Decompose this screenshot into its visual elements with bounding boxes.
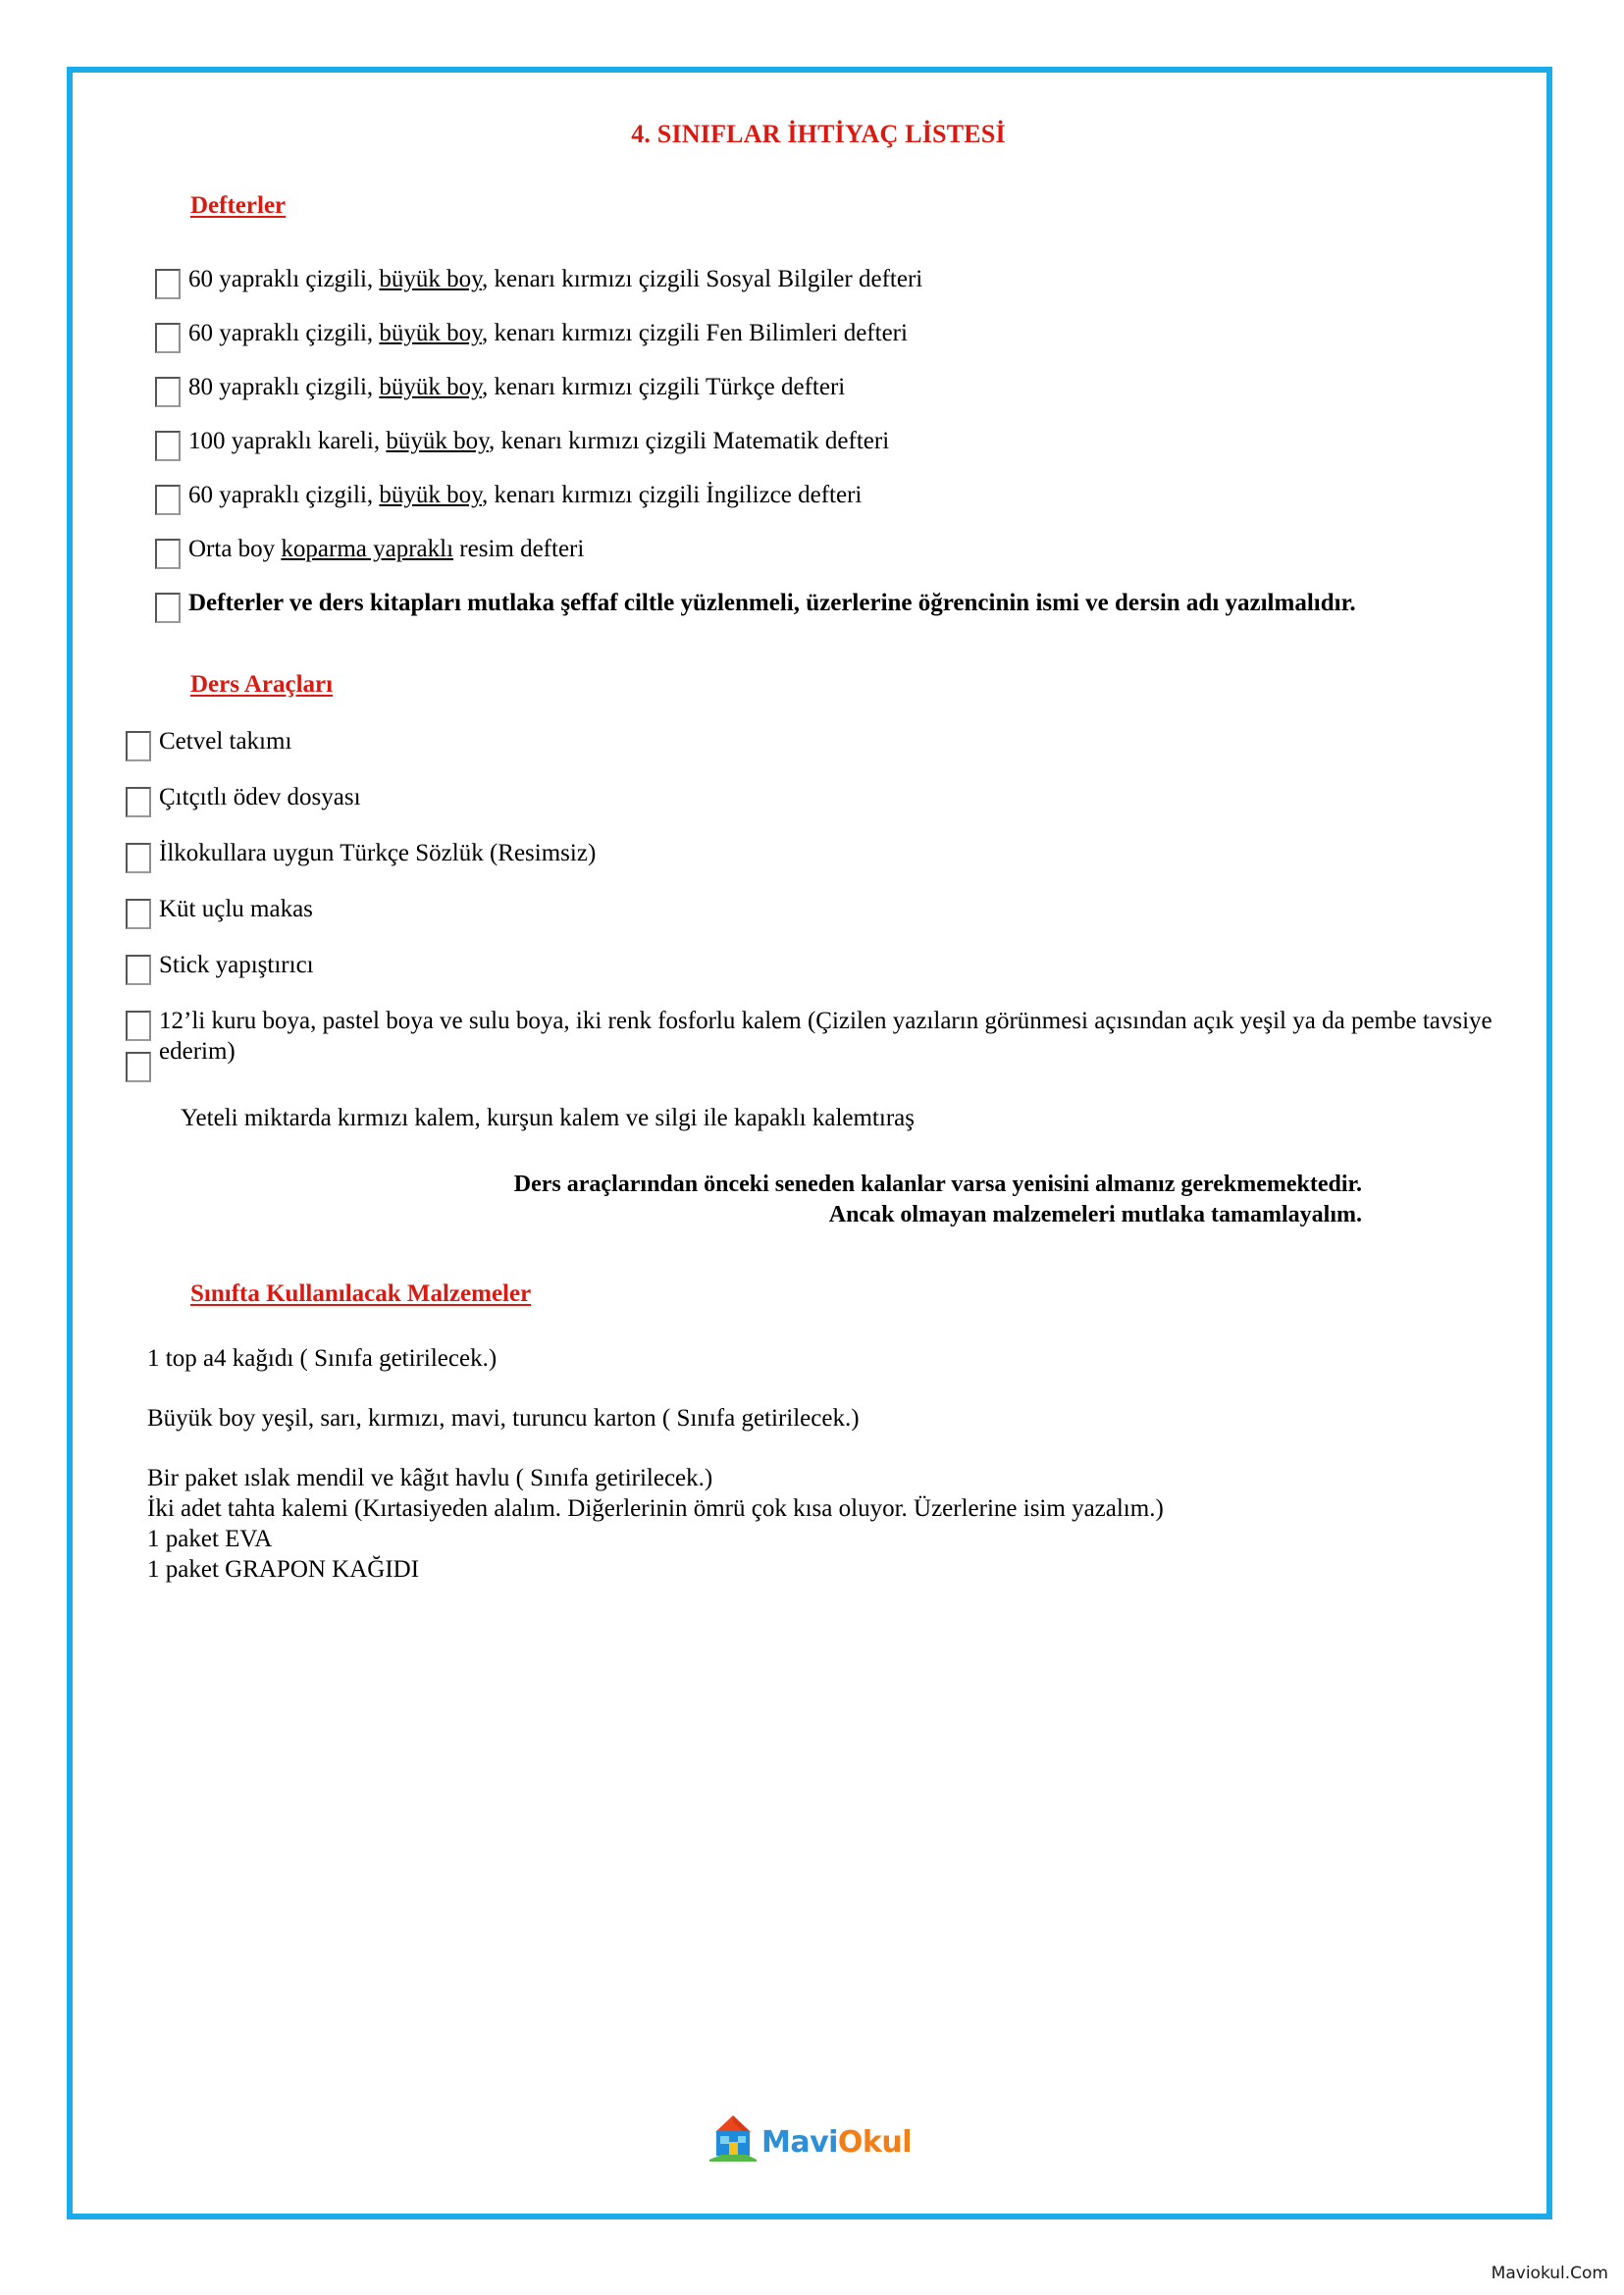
checkbox-icon[interactable] xyxy=(126,1011,151,1041)
course-tools-plain-item: Yeteli miktarda kırmızı kalem, kurşun kalem ve silgi ile kapaklı kalemtıraş xyxy=(181,1105,915,1131)
item-text-pre: 60 yapraklı çizgili, xyxy=(188,320,380,346)
classroom-materials-body xyxy=(126,1343,1493,1585)
checkbox-icon[interactable] xyxy=(126,899,151,929)
checkbox-icon[interactable] xyxy=(155,539,181,569)
footer-credit: Maviokul.Com xyxy=(1491,2264,1608,2283)
list-item-note[interactable] xyxy=(155,589,1493,623)
list-item-label: İlkokullara uygun Türkçe Sözlük (Resimsiz) xyxy=(159,840,597,866)
item-text-underline: büyük boy xyxy=(379,266,483,292)
list-item-label xyxy=(188,373,1493,403)
item-text-underline: koparma yapraklı xyxy=(281,536,454,562)
logo-word-mavi: Mavi xyxy=(760,2125,838,2160)
item-text-post: resim defteri xyxy=(453,536,585,562)
checkbox-icon[interactable] xyxy=(155,323,181,353)
checkbox-icon[interactable] xyxy=(126,955,151,985)
list-item-multiline[interactable] xyxy=(126,1007,1493,1082)
item-text-underline: büyük boy xyxy=(379,374,483,400)
checkbox-icon[interactable] xyxy=(126,1052,151,1082)
note-line-2: Ancak olmayan malzemeleri mutlaka tamamlayalım. xyxy=(828,1202,1362,1228)
list-item-label xyxy=(188,427,1493,457)
list-item-label: Cetvel takımı xyxy=(159,728,292,755)
section-heading-classroom-materials: Sınıfta Kullanılacak Malzemeler xyxy=(190,1279,532,1307)
house-icon xyxy=(707,2113,759,2163)
logo-wordmark xyxy=(760,2125,913,2163)
list-item[interactable] xyxy=(126,951,1493,985)
list-item[interactable] xyxy=(126,783,1493,817)
list-item[interactable] xyxy=(155,481,1493,515)
list-item[interactable] xyxy=(155,319,1493,353)
checkbox-icon[interactable] xyxy=(155,377,181,407)
item-text-post: , kenarı kırmızı çizgili Türkçe defteri xyxy=(482,374,846,400)
list-item-label xyxy=(188,265,1493,295)
course-tools-note xyxy=(126,1170,1493,1231)
document-content xyxy=(73,73,1546,2214)
brand-logo xyxy=(73,2113,1546,2163)
list-item[interactable] xyxy=(126,839,1493,873)
page-title: 4. SINIFLAR İHTİYAÇ LİSTESİ xyxy=(631,120,1006,148)
item-text-post: , kenarı kırmızı çizgili Fen Bilimleri defteri xyxy=(482,320,908,346)
course-tools-checklist xyxy=(126,727,1493,1082)
paragraph: Bir paket ıslak mendil ve kâğıt havlu ( Sınıfa getirilecek.) xyxy=(147,1464,713,1491)
paragraph: İki adet tahta kalemi (Kırtasiyeden alalım. Diğerlerinin ömrü çok kısa oluyor. Üzerlerine isim yazalım.) xyxy=(147,1494,1164,1522)
notebooks-bold-note: Defterler ve ders kitapları mutlaka şeffaf ciltle yüzlenmeli, üzerlerine öğrencinin ismi ve dersin adı yazılmalıdır. xyxy=(188,590,1356,616)
item-text-post: , kenarı kırmızı çizgili İngilizce defteri xyxy=(482,482,863,508)
paragraph: 1 top a4 kağıdı ( Sınıfa getirilecek.) xyxy=(147,1344,498,1372)
note-line-1: Ders araçlarından önceki seneden kalanlar varsa yenisini almanız gerekmemektedir. xyxy=(513,1171,1362,1197)
paragraph: 1 paket EVA xyxy=(147,1525,273,1552)
checkbox-icon[interactable] xyxy=(126,843,151,873)
checkbox-icon[interactable] xyxy=(155,485,181,515)
section-heading-course-tools: Ders Araçları xyxy=(190,671,334,698)
section-heading-notebooks: Defterler xyxy=(190,192,287,219)
page-border-frame xyxy=(67,67,1552,2219)
list-item-label xyxy=(188,481,1493,511)
list-item-label xyxy=(188,535,1493,565)
checkbox-icon[interactable] xyxy=(126,731,151,761)
list-item[interactable] xyxy=(126,895,1493,929)
list-item[interactable] xyxy=(155,427,1493,461)
item-text-pre: 100 yapraklı kareli, xyxy=(188,428,387,454)
item-text-post: , kenarı kırmızı çizgili Matematik defteri xyxy=(488,428,890,454)
checkbox-group[interactable] xyxy=(126,1007,151,1082)
logo-word-okul: Okul xyxy=(837,2125,913,2160)
notebooks-checklist xyxy=(126,265,1493,623)
paragraph: Büyük boy yeşil, sarı, kırmızı, mavi, turuncu karton ( Sınıfa getirilecek.) xyxy=(147,1404,860,1432)
logo-group xyxy=(707,2113,912,2163)
item-text-post: , kenarı kırmızı çizgili Sosyal Bilgiler defteri xyxy=(482,266,923,292)
list-item-label xyxy=(188,319,1493,349)
list-item-label: Stick yapıştırıcı xyxy=(159,952,314,978)
item-text-underline: büyük boy xyxy=(386,428,489,454)
checkbox-icon[interactable] xyxy=(126,787,151,817)
checkbox-icon[interactable] xyxy=(155,431,181,461)
item-text-underline: büyük boy xyxy=(379,482,483,508)
list-item[interactable] xyxy=(126,727,1493,761)
list-item-label: 12’li kuru boya, pastel boya ve sulu boya, iki renk fosforlu kalem (Çizilen yazıların görünmesi açısından açık yeşil ya da pembe tavsiye ederim) xyxy=(159,1008,1493,1065)
list-item-label: Küt uçlu makas xyxy=(159,896,313,922)
item-text-pre: 60 yapraklı çizgili, xyxy=(188,482,380,508)
checkbox-icon[interactable] xyxy=(155,593,181,623)
list-item[interactable] xyxy=(155,373,1493,407)
paragraph: 1 paket GRAPON KAĞIDI xyxy=(147,1555,420,1583)
item-text-pre: Orta boy xyxy=(188,536,282,562)
list-item-label: Çıtçıtlı ödev dosyası xyxy=(159,784,361,810)
item-text-underline: büyük boy xyxy=(379,320,483,346)
item-text-pre: 60 yapraklı çizgili, xyxy=(188,266,380,292)
item-text-pre: 80 yapraklı çizgili, xyxy=(188,374,380,400)
list-item[interactable] xyxy=(155,265,1493,299)
checkbox-icon[interactable] xyxy=(155,269,181,299)
list-item[interactable] xyxy=(155,535,1493,569)
